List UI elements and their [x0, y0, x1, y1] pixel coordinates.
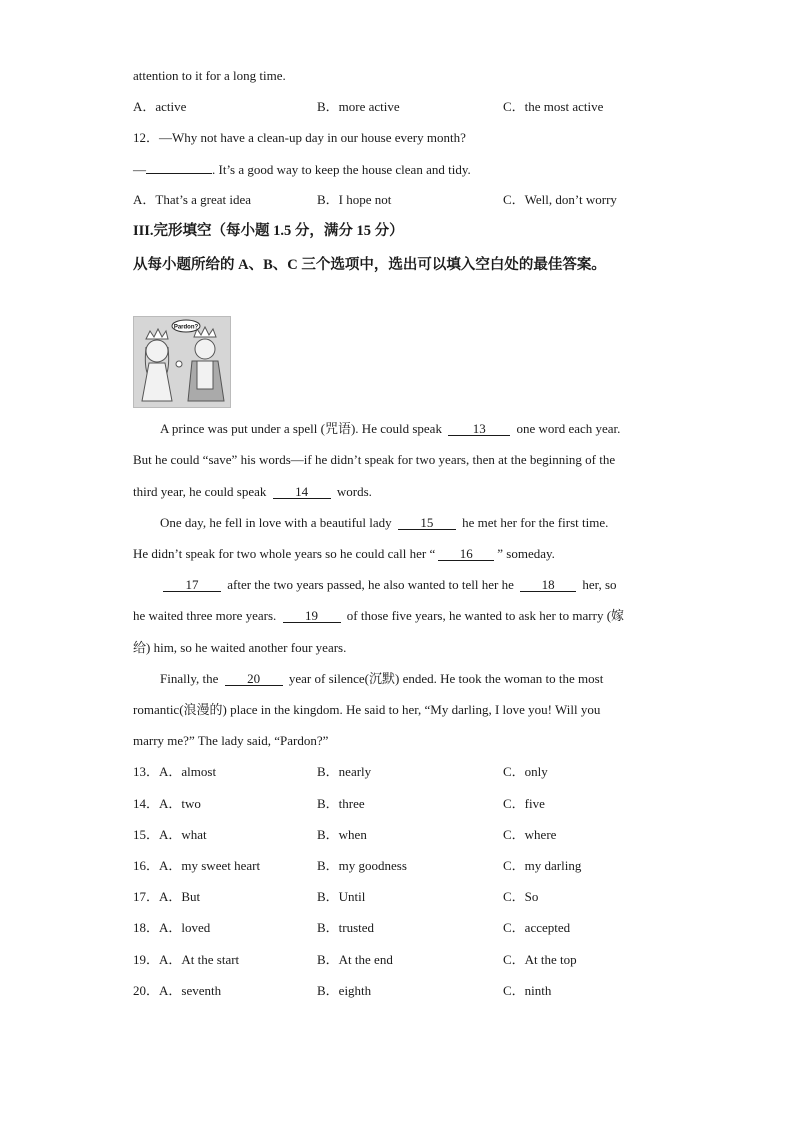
q12-reply-line: — . It’s a good way to keep the house clean and tidy.: [133, 162, 471, 177]
q18-option-b: B．trusted: [317, 920, 375, 935]
blank-18: 18: [520, 578, 576, 592]
q14-option-c: C．five: [503, 796, 545, 811]
q16-option-a: 16．A．my sweet heart: [133, 858, 261, 873]
blank-16: 16: [438, 547, 494, 561]
q12-option-c: C．Well, don’t worry: [503, 192, 617, 207]
blank-14: 14: [273, 485, 331, 499]
blank-19: 19: [283, 609, 341, 623]
q20-option-b: B．eighth: [317, 983, 372, 998]
q13-option-b: B．nearly: [317, 764, 372, 779]
blank-17: 17: [163, 578, 221, 592]
q14-option-b: B．three: [317, 796, 365, 811]
speech-bubble-text: Pardon?: [173, 324, 199, 331]
q13-option-a: 13．A．almost: [133, 764, 217, 779]
q18-option-c: C．accepted: [503, 920, 571, 935]
q12-option-b: B．I hope not: [317, 192, 392, 207]
q11-option-b: B．more active: [317, 99, 400, 114]
q19-option-c: C．At the top: [503, 952, 577, 967]
q15-option-a: 15．A．what: [133, 827, 207, 842]
q14-option-a: 14．A．two: [133, 796, 201, 811]
passage-line-7: he waited three more years. 19 of those five years, he wanted to ask her to marry (嫁: [133, 608, 625, 623]
prince-princess-illustration: [133, 316, 231, 408]
passage-line-2: But he could “save” his words—if he didn’t speak for two years, then at the beginning of the: [133, 452, 616, 467]
passage-line-9: Finally, the 20 year of silence(沉默) ended. He took the woman to the most: [160, 671, 604, 686]
blank-15: 15: [398, 516, 456, 530]
q12-option-a: A．That’s a great idea: [133, 192, 252, 207]
section-instruction: 从每小题所给的 A、B、C 三个选项中，选出可以填入空白处的最佳答案。: [133, 257, 606, 273]
q17-option-c: C．So: [503, 889, 539, 904]
blank-13: 13: [448, 422, 510, 436]
q15-option-b: B．when: [317, 827, 367, 842]
passage-line-3: third year, he could speak 14 words.: [133, 484, 372, 499]
q20-option-c: C．ninth: [503, 983, 552, 998]
section-title: III.完形填空（每小题 1.5 分，满分 15 分）: [133, 223, 404, 239]
q15-option-c: C．where: [503, 827, 557, 842]
cartoon-drawing: [134, 317, 230, 407]
passage-line-11: marry me?” The lady said, “Pardon?”: [133, 733, 329, 748]
q18-option-a: 18．A．loved: [133, 920, 211, 935]
passage-line-5: He didn’t speak for two whole years so he could call her “ 16 ” someday.: [133, 546, 555, 561]
q17-option-b: B．Until: [317, 889, 366, 904]
q16-option-c: C．my darling: [503, 858, 582, 873]
q19-option-b: B．At the end: [317, 952, 393, 967]
q16-option-b: B．my goodness: [317, 858, 407, 873]
blank-20: 20: [225, 672, 283, 686]
q12-answer-blank: [146, 161, 212, 174]
q20-option-a: 20．A．seventh: [133, 983, 222, 998]
q11-option-c: C．the most active: [503, 99, 604, 114]
q13-option-c: C．only: [503, 764, 548, 779]
q11-continuation: attention to it for a long time.: [133, 68, 286, 83]
q11-option-a: A．active: [133, 99, 187, 114]
q19-option-a: 19．A．At the start: [133, 952, 240, 967]
q12-question: 12．—Why not have a clean-up day in our house every month?: [133, 130, 466, 145]
passage-line-6: 17 after the two years passed, he also wanted to tell her he 18 her, so: [160, 577, 617, 593]
passage-line-4: One day, he fell in love with a beautiful lady 15 he met her for the first time.: [160, 515, 609, 530]
q17-option-a: 17．A．But: [133, 889, 201, 904]
passage-line-10: romantic(浪漫的) place in the kingdom. He said to her, “My darling, I love you! Will you: [133, 702, 601, 717]
passage-line-1: A prince was put under a spell (咒语). He could speak 13 one word each year.: [160, 421, 621, 436]
passage-line-8: 给) him, so he waited another four years.: [133, 640, 347, 655]
